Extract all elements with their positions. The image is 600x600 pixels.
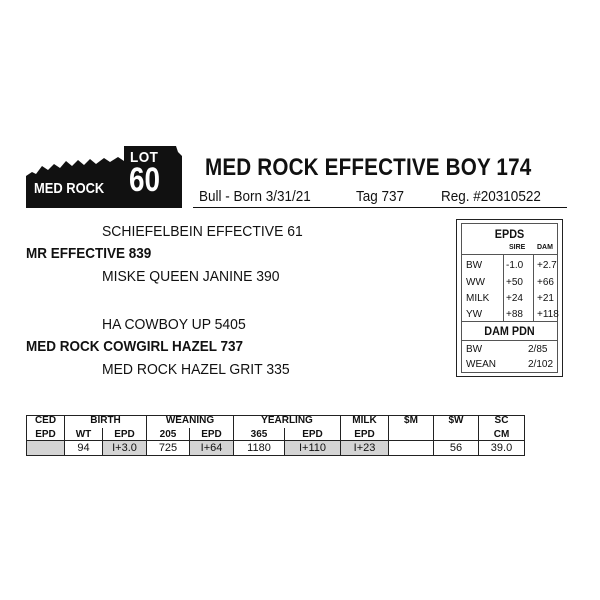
weaning-header: WEANING [147, 416, 234, 429]
epd-sire-header: SIRE [509, 244, 526, 251]
dam-dam: MED ROCK HAZEL GRIT 335 [102, 361, 290, 378]
birth-wt-value: 94 [65, 441, 103, 456]
epd-dam-value: +2.7 [537, 260, 557, 271]
dollar-m-header: $M [389, 416, 434, 441]
epd-dam-header: DAM [537, 244, 553, 251]
epd-dam-value: +21 [537, 293, 554, 304]
dollar-w-value: 56 [434, 441, 479, 456]
epd-dam-value: +66 [537, 277, 554, 288]
epd-dam-value: +118 [537, 309, 559, 320]
table-row [27, 441, 525, 456]
epd-title: EPDS [494, 227, 525, 241]
birth-epd-value: I+3.0 [103, 441, 147, 456]
sire-sire: SCHIEFELBEIN EFFECTIVE 61 [102, 223, 303, 240]
sire-dam: MISKE QUEEN JANINE 390 [102, 268, 280, 285]
ced-epd-value [27, 441, 65, 456]
epd-row-label: BW [466, 260, 483, 271]
epd-sire-value: +50 [506, 277, 523, 288]
weaning-epd-value: I+64 [190, 441, 234, 456]
sc-cm-subheader: CM [479, 428, 525, 441]
yearling-365-subheader: 365 [234, 428, 285, 441]
registration-number: Reg. #20310522 [441, 188, 541, 205]
yearling-365-value: 1180 [234, 441, 285, 456]
milk-epd-subheader: EPD [341, 428, 389, 441]
yearling-header: YEARLING [234, 416, 341, 429]
brand-name: MED ROCK [34, 180, 105, 197]
dam-pdn-value: 2/85 [528, 344, 548, 355]
milk-header: MILK [341, 416, 389, 429]
weaning-205-subheader: 205 [147, 428, 190, 441]
birth-header: BIRTH [65, 416, 147, 429]
epd-row-label: YW [466, 309, 483, 320]
birth-wt-subheader: WT [65, 428, 103, 441]
milk-epd-value: I+23 [341, 441, 389, 456]
mountain-silhouette-icon [26, 146, 184, 208]
dam-pdn-label: WEAN [466, 359, 496, 370]
epd-inner-frame [461, 223, 558, 373]
weaning-205-value: 725 [147, 441, 190, 456]
epd-sire-value: +24 [506, 293, 523, 304]
dam-pdn-title: DAM PDN [484, 324, 535, 338]
lot-label: LOT [130, 149, 159, 166]
epd-box [456, 219, 563, 377]
birth-epd-subheader: EPD [103, 428, 147, 441]
tag-number: Tag 737 [356, 188, 405, 205]
dollar-m-value [389, 441, 434, 456]
yearling-epd-subheader: EPD [285, 428, 341, 441]
yearling-epd-value: I+110 [285, 441, 341, 456]
dam-pdn-label: BW [466, 344, 483, 355]
performance-table [26, 415, 525, 456]
epd-row-label: MILK [466, 293, 490, 304]
animal-name: MED ROCK EFFECTIVE BOY 174 [205, 154, 532, 181]
epd-row-label: WW [466, 277, 485, 288]
ced-header: CED [27, 416, 65, 429]
weaning-epd-subheader: EPD [190, 428, 234, 441]
sc-value: 39.0 [479, 441, 525, 456]
epd-sire-value: +88 [506, 309, 523, 320]
dam: MED ROCK COWGIRL HAZEL 737 [26, 338, 244, 355]
sex-birth-date: Bull - Born 3/31/21 [199, 188, 311, 205]
sire: MR EFFECTIVE 839 [26, 245, 152, 262]
animal-info-line [193, 187, 567, 208]
ced-epd-subheader: EPD [27, 428, 65, 441]
lot-number: 60 [129, 161, 161, 199]
dollar-w-header: $W [434, 416, 479, 441]
lot-logo [26, 146, 184, 208]
dam-sire: HA COWBOY UP 5405 [102, 316, 246, 333]
epd-sire-value: -1.0 [506, 260, 524, 271]
dam-pdn-value: 2/102 [528, 359, 554, 370]
sc-header: SC [479, 416, 525, 429]
